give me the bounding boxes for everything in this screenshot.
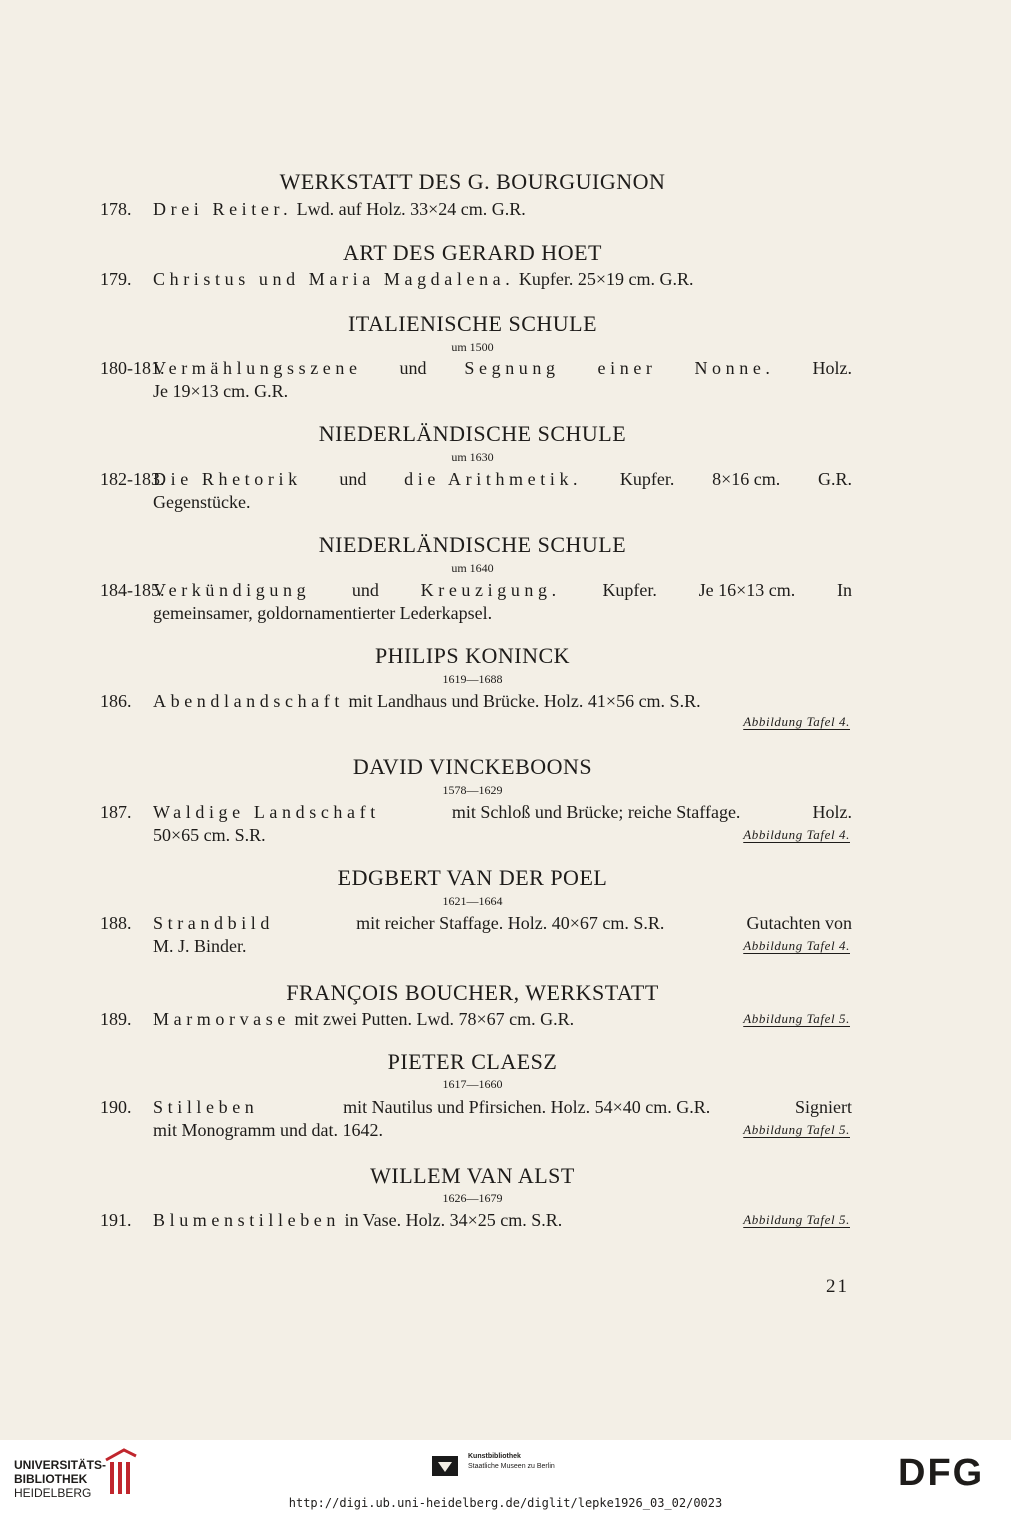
- section-heading: ART DES GERARD HOET: [343, 240, 602, 265]
- lot-word: Holz.: [812, 358, 852, 378]
- section-dates: um 1640: [451, 561, 494, 575]
- lot-title: Segnung: [464, 358, 560, 378]
- lot-title: Waldige Landschaft: [153, 802, 380, 822]
- lot-word: Signiert: [795, 1097, 852, 1117]
- page-number: 21: [826, 1276, 849, 1297]
- lot-word: und: [351, 580, 379, 600]
- lot-number: 188.: [100, 913, 132, 933]
- entry-line: [100, 603, 852, 627]
- entry-line: [100, 1097, 852, 1121]
- entry-line: [100, 1120, 852, 1144]
- lot-title: Die Rhetorik: [153, 469, 302, 489]
- entry-line: [100, 913, 852, 937]
- section-heading: PHILIPS KONINCK: [374, 643, 571, 668]
- lot-details: 50×65 cm. S.R.: [153, 825, 266, 845]
- entry-line: [100, 492, 852, 516]
- entry-line: [100, 936, 852, 960]
- lot-number: 187.: [100, 802, 132, 822]
- entry-line: [100, 825, 852, 849]
- lot-number: 186.: [100, 691, 132, 711]
- library-logo-text: UNIVERSITÄTS- BIBLIOTHEK HEIDELBERG: [14, 1458, 107, 1500]
- lot-details: mit Monogramm und dat. 1642.: [153, 1120, 383, 1140]
- library-logo-icon: [102, 1448, 140, 1496]
- lot-word: und: [339, 469, 367, 489]
- lot-word: 8×16 cm.: [712, 469, 781, 489]
- lot-number: 191.: [100, 1210, 132, 1230]
- lot-number: 189.: [100, 1009, 132, 1029]
- entry-line: [100, 469, 852, 493]
- section-dates: um 1500: [451, 340, 494, 354]
- lot-number: 180-181.: [100, 358, 165, 378]
- lot-details: mit Landhaus und Brücke. Holz. 41×56 cm. S.R.: [343, 691, 701, 711]
- section-dates: 1621—1664: [442, 894, 503, 908]
- plate-reference: Abbildung Tafel 4.: [743, 827, 850, 842]
- section-dates: 1578—1629: [442, 783, 503, 797]
- lot-word: und: [399, 358, 427, 378]
- plate-reference: Abbildung Tafel 5.: [743, 1011, 850, 1026]
- lot-title: Drei Reiter.: [153, 199, 293, 219]
- lot-title: Christus und Maria Magdalena.: [153, 269, 515, 289]
- lot-word: G.R.: [817, 469, 852, 489]
- lot-word: mit Schloß und Brücke; reiche Staffage.: [451, 802, 741, 822]
- lot-word: Holz.: [812, 802, 852, 822]
- entry-line: [100, 381, 852, 405]
- lot-details: Gegenstücke.: [153, 492, 251, 512]
- section-heading: WILLEM VAN ALST: [370, 1163, 575, 1188]
- lot-details: mit zwei Putten. Lwd. 78×67 cm. G.R.: [289, 1009, 575, 1029]
- partner-logo-text: Kunstbibliothek Staatliche Museen zu Berlin: [468, 1453, 555, 1470]
- section-heading: EDGBERT VAN DER POEL: [337, 865, 608, 890]
- plate-reference: Abbildung Tafel 5.: [743, 1212, 850, 1227]
- lot-word: mit Nautilus und Pfirsichen. Holz. 54×40 cm. G.R.: [343, 1097, 711, 1117]
- lot-word: Kupfer.: [602, 580, 657, 600]
- museum-logo-icon: [430, 1452, 460, 1480]
- lot-title: Kreuzigung.: [420, 580, 561, 600]
- lot-title: Strandbild: [153, 913, 274, 933]
- section-heading: WERKSTATT DES G. BOURGUIGNON: [279, 169, 666, 194]
- lot-details: Je 19×13 cm. G.R.: [153, 381, 289, 401]
- entry-line: [100, 358, 852, 382]
- entry-line: [100, 199, 852, 223]
- section-heading: DAVID VINCKEBOONS: [352, 754, 593, 779]
- funder-logo: DFG: [898, 1452, 985, 1494]
- lot-details: Kupfer. 25×19 cm. G.R.: [514, 269, 694, 289]
- lot-word: Kupfer.: [619, 469, 675, 489]
- lot-number: 179.: [100, 269, 132, 289]
- lot-title: Nonne.: [694, 358, 775, 378]
- section-heading: ITALIENISCHE SCHULE: [347, 311, 598, 336]
- lot-title: Blumenstilleben: [153, 1210, 340, 1230]
- lot-number: 182-183.: [100, 469, 165, 489]
- section-dates: 1626—1679: [442, 1191, 503, 1205]
- lot-details: Lwd. auf Holz. 33×24 cm. G.R.: [292, 199, 526, 219]
- entry-line: [100, 802, 852, 826]
- lot-number: 178.: [100, 199, 132, 219]
- lot-title: Abendlandschaft: [153, 691, 344, 711]
- section-dates: 1619—1688: [442, 672, 503, 686]
- lot-details: gemeinsamer, goldornamentierter Lederkapsel.: [153, 603, 493, 623]
- entry-line: [100, 1210, 852, 1234]
- plate-reference: Abbildung Tafel 5.: [743, 1122, 850, 1137]
- lot-word: In: [837, 580, 852, 600]
- lot-title: Stilleben: [153, 1097, 259, 1117]
- lot-title: Marmorvase: [153, 1009, 290, 1029]
- section-dates: 1617—1660: [442, 1077, 503, 1091]
- lot-word: Je 16×13 cm.: [698, 580, 796, 600]
- lot-title: einer: [597, 358, 657, 378]
- lot-number: 184-185.: [100, 580, 165, 600]
- section-heading: PIETER CLAESZ: [387, 1049, 558, 1074]
- section-dates: um 1630: [451, 450, 494, 464]
- lot-title: die Arithmetik.: [404, 469, 583, 489]
- lot-details: M. J. Binder.: [153, 936, 247, 956]
- lot-details: in Vase. Holz. 34×25 cm. S.R.: [339, 1210, 563, 1230]
- section-heading: NIEDERLÄNDISCHE SCHULE: [318, 421, 627, 446]
- lot-number: 190.: [100, 1097, 132, 1117]
- plate-reference: Abbildung Tafel 4.: [743, 714, 850, 729]
- lot-title: Vermählungsszene: [153, 358, 362, 378]
- entry-line: [100, 712, 852, 736]
- lot-word: mit reicher Staffage. Holz. 40×67 cm. S.R.: [356, 913, 665, 933]
- footer-bar: [0, 1440, 1011, 1513]
- entry-line: [100, 580, 852, 604]
- lot-title: Verkündigung: [153, 580, 311, 600]
- permalink-url[interactable]: http://digi.ub.uni-heidelberg.de/diglit/lepke1926_03_02/0023: [288, 1496, 723, 1510]
- plate-reference: Abbildung Tafel 4.: [743, 938, 850, 953]
- entry-line: [100, 269, 852, 293]
- entry-line: [100, 1009, 852, 1033]
- section-heading: FRANÇOIS BOUCHER, WERKSTATT: [286, 980, 659, 1005]
- section-heading: NIEDERLÄNDISCHE SCHULE: [318, 532, 627, 557]
- lot-word: Gutachten von: [746, 913, 852, 933]
